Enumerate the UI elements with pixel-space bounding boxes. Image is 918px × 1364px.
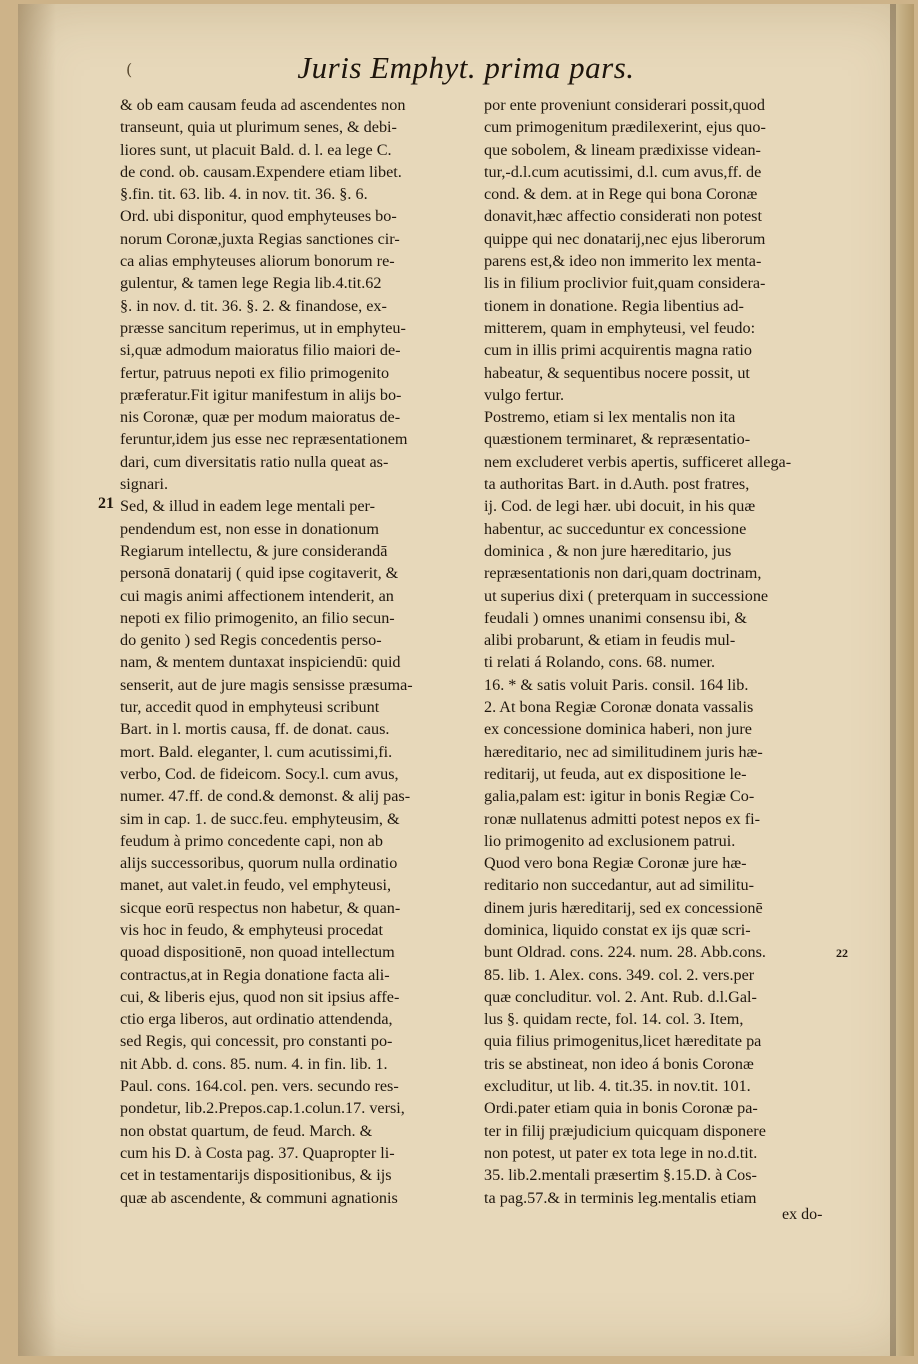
text-line: quæ ab ascendente, & communi agnationis (120, 1188, 398, 1207)
text-line: contractus,at in Regia donatione facta ali- (120, 965, 390, 984)
margin-number-right: 22 (836, 946, 848, 960)
text-line: ex concessione dominica haberi, non jure (484, 720, 752, 739)
text-line: dinem juris hæreditarij, sed ex concessionē (484, 898, 763, 917)
text-line: lus §. quidam recte, fol. 14. col. 3. Item, (484, 1010, 744, 1029)
text-line: verbo, Cod. de fideicom. Socy.l. cum avus, (120, 764, 399, 783)
text-line: cond. & dem. at in Rege qui bona Coronæ (484, 185, 758, 204)
text-line: alibi probarunt, & etiam in feudis mul- (484, 631, 736, 650)
text-line: tur,-d.l.cum acutissimi, d.l. cum avus,ff. de (484, 162, 762, 181)
text-line: excluditur, ut lib. 4. tit.35. in nov.tit. 101. (484, 1077, 751, 1096)
text-line: lio primogenito ad exclusionem patrui. (484, 831, 736, 850)
text-line: 16. * & satis voluit Paris. consil. 164 lib. (484, 675, 749, 694)
text-line: Paul. cons. 164.col. pen. vers. secundo res- (120, 1077, 399, 1096)
text-line: de cond. ob. causam.Expendere etiam libet. (120, 162, 402, 181)
text-line: feruntur,idem jus esse nec repræsentationem (120, 430, 408, 449)
margin-number-left: 21 (98, 495, 114, 512)
text-line: donavit,hæc affectio considerati non potest (484, 207, 762, 226)
text-line: cui magis animi affectionem intenderit, an (120, 586, 394, 605)
text-line: 2. At bona Regiæ Coronæ donata vassalis (484, 698, 754, 717)
text-line: cum primogenitum prædilexerint, ejus quo- (484, 118, 766, 137)
text-line: personā donatarij ( quid ipse cogitaverit, & (120, 564, 399, 583)
text-line: ctio erga liberos, aut ordinatio attendenda, (120, 1010, 393, 1029)
text-line: cum in illis primi acquirentis magna ratio (484, 341, 752, 360)
text-line: quia filius primogenitus,licet hæreditate pa (484, 1032, 762, 1051)
text-line: ta authoritas Bart. in d.Auth. post fratres, (484, 475, 750, 494)
text-line: cet in testamentarijs dispositionibus, & ijs (120, 1166, 392, 1185)
text-line: senserit, aut de jure magis sensisse præsuma- (120, 675, 413, 694)
catchword: ex do- (782, 1206, 823, 1223)
text-line: ta pag.57.& in terminis leg.mentalis etiam (484, 1188, 757, 1207)
text-line: ter in filij præjudicium quicquam disponere (484, 1121, 766, 1140)
text-line: 35. lib.2.mentali præsertim §.15.D. à Cos- (484, 1166, 757, 1185)
text-line: reditario non succedantur, aut ad similitu- (484, 876, 754, 895)
text-line: dari, cum diversitatis ratio nulla queat as- (120, 452, 389, 471)
text-line: ij. Cod. de legi hær. ubi docuit, in his quæ (484, 497, 756, 516)
text-line: ca alias emphyteuses aliorum bonorum re- (120, 252, 395, 271)
gutter-shadow (18, 4, 56, 1356)
text-line: Ordi.pater etiam quia in bonis Coronæ pa- (484, 1099, 758, 1118)
text-line: ut superius dixi ( preterquam in successione (484, 586, 769, 605)
text-line: dominica, liquido constat ex ijs quæ scri- (484, 920, 751, 939)
text-line: quippe qui nec donatarij,nec ejus liberorum (484, 229, 766, 248)
text-line: nam, & mentem duntaxat inspiciendū: quid (120, 653, 401, 672)
text-line: norum Coronæ,juxta Regias sanctiones cir- (120, 229, 400, 248)
text-line: Quod vero bona Regiæ Coronæ jure hæ- (484, 854, 747, 873)
text-line: ronæ nullatenus admitti potest nepos ex fi- (484, 809, 761, 828)
text-line: §.fin. tit. 63. lib. 4. in nov. tit. 36. §. 6. (120, 185, 368, 204)
text-line: Sed, & illud in eadem lege mentali per- (120, 497, 376, 516)
text-line: nit Abb. d. cons. 85. num. 4. in fin. lib. 1. (120, 1054, 388, 1073)
text-line: pondetur, lib.2.Prepos.cap.1.colun.17. versi, (120, 1099, 405, 1118)
text-line: signari. (120, 475, 169, 494)
text-line: non obstat quartum, de feud. March. & (120, 1121, 373, 1140)
text-line: Regiarum intellectu, & jure considerandā (120, 541, 388, 560)
text-line: Bart. in l. mortis causa, ff. de donat. caus. (120, 720, 390, 739)
text-line: si,quæ admodum maioratus filio maiori de- (120, 341, 401, 360)
text-line: sim in cap. 1. de succ.feu. emphyteusim, & (120, 809, 400, 828)
text-line: & ob eam causam feuda ad ascendentes non (120, 96, 406, 114)
text-line: mort. Bald. eleganter, l. cum acutissimi,fi. (120, 742, 393, 761)
text-line: que sobolem, & lineam prædixisse videan- (484, 140, 761, 159)
text-line: manet, aut valet.in feudo, vel emphyteusi, (120, 876, 392, 895)
text-line: ti relati á Rolando, cons. 68. numer. (484, 653, 716, 672)
text-line: parens est,& ideo non immerito lex menta- (484, 252, 762, 271)
text-line: Ord. ubi disponitur, quod emphyteuses bo- (120, 207, 397, 226)
text-line: sicque eorū respectus non habetur, & quan- (120, 898, 401, 917)
book-page (18, 4, 914, 1356)
text-line: feudum à primo concedente capi, non ab (120, 831, 383, 850)
text-line: pendendum est, non esse in donationum (120, 519, 379, 538)
text-line: galia,palam est: igitur in bonis Regiæ Co- (484, 787, 755, 806)
text-line: tur, accedit quod in emphyteusi scribunt (120, 698, 380, 717)
text-line: feudali ) omnes unanimi consensu ibi, & (484, 608, 747, 627)
text-line: 85. lib. 1. Alex. cons. 349. col. 2. vers.per (484, 965, 755, 984)
text-line: habeatur, & sequentibus nocere possit, ut (484, 363, 750, 382)
text-line: transeunt, quia ut plurimum senes, & debi- (120, 118, 397, 137)
text-line: liores sunt, ut placuit Bald. d. l. ea lege C. (120, 140, 392, 159)
text-line: vulgo fertur. (484, 385, 565, 404)
text-line: hæreditario, nec ad similitudinem juris hæ- (484, 742, 763, 761)
text-line: tris se abstineat, non ideo á bonis Coronæ (484, 1054, 754, 1073)
text-line: lis in filium proclivior fuit,quam considera- (484, 274, 766, 293)
text-line: reditarij, ut feuda, aut ex dispositione le- (484, 764, 747, 783)
adjacent-page-edge (896, 4, 914, 1356)
text-line: repræsentationis non dari,quam doctrinam, (484, 564, 762, 583)
text-line: numer. 47.ff. de cond.& demonst. & alij pas- (120, 787, 411, 806)
text-line: nem excluderet verbis apertis, sufficeret allega- (484, 452, 792, 471)
head-mark: ( (126, 60, 133, 79)
text-line: cum his D. à Costa pag. 37. Quapropter li- (120, 1143, 395, 1162)
text-line: do genito ) sed Regis concedentis perso- (120, 631, 382, 650)
text-line: tionem in donatione. Regia libentius ad- (484, 296, 744, 315)
text-line: sed Regis, qui concessit, pro constanti po- (120, 1032, 393, 1051)
text-line: §. in nov. d. tit. 36. §. 2. & finandose, ex- (120, 296, 387, 315)
left-text-column (120, 94, 468, 1209)
text-line: habentur, ac succeduntur ex concessione (484, 519, 747, 538)
text-line: bunt Oldrad. cons. 224. num. 28. Abb.cons. (484, 943, 766, 962)
text-line: nis Coronæ, quæ per modum maioratus de- (120, 408, 401, 427)
right-text-column (484, 94, 832, 1209)
text-line: quæstionem terminaret, & repræsentatio- (484, 430, 751, 449)
text-line: præferatur.Fit igitur manifestum in alijs bo- (120, 385, 402, 404)
text-line: alijs successoribus, quorum nulla ordinatio (120, 854, 398, 873)
text-line: gulentur, & tamen lege Regia lib.4.tit.62 (120, 274, 382, 293)
text-line: non potest, ut pater ex tota lege in no.d.tit. (484, 1143, 758, 1162)
text-line: quæ concluditur. vol. 2. Ant. Rub. d.l.Gal- (484, 987, 757, 1006)
text-line: Postremo, etiam si lex mentalis non ita (484, 408, 736, 427)
text-line: por ente proveniunt considerari possit,quod (484, 96, 765, 114)
text-line: nepoti ex filio primogenito, an filio secun- (120, 608, 395, 627)
text-line: præsse sancitum reperimus, ut in emphyteu- (120, 318, 406, 337)
text-line: fertur, patruus nepoti ex filio primogenito (120, 363, 390, 382)
text-line: vis hoc in feudo, & emphyteusi procedat (120, 920, 383, 939)
text-line: dominica , & non jure hæreditario, jus (484, 541, 732, 560)
text-line: cui, & liberis ejus, quod non sit ipsius affe- (120, 987, 400, 1006)
running-head: Juris Emphyt. prima pars. (297, 50, 635, 85)
text-line: quoad dispositionē, non quoad intellectum (120, 943, 395, 962)
text-line: mitterem, quam in emphyteusi, vel feudo: (484, 318, 756, 337)
